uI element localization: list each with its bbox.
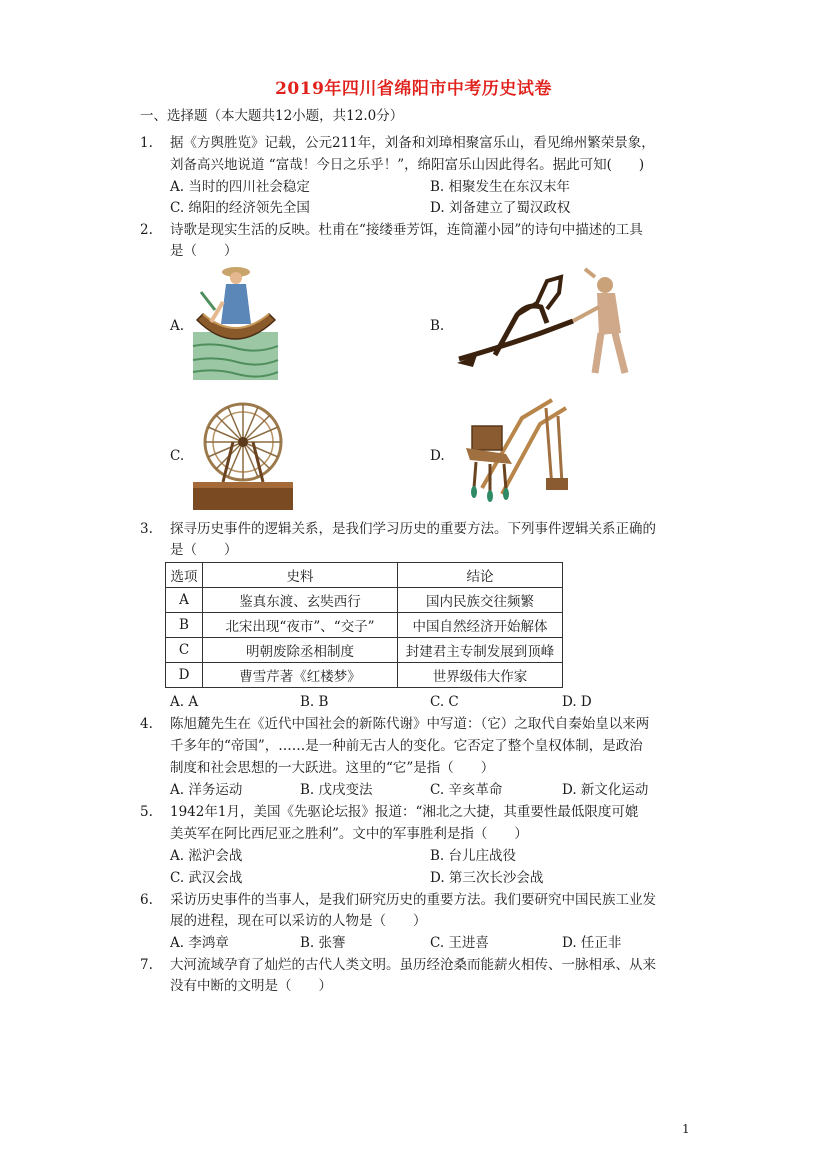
question-text: 采访历史事件的当事人，是我们研究历史的重要方法。我们要研究中国民族工业发 — [170, 892, 656, 908]
option-c[interactable]: C. 辛亥革命 — [430, 782, 503, 798]
option-b[interactable]: B. 台儿庄战役 — [430, 848, 517, 864]
table-cell: A — [166, 588, 203, 613]
question-text: 制度和社会思想的一大跃进。这里的“它”是指（ ） — [170, 760, 495, 776]
option-c[interactable]: C. — [170, 448, 185, 464]
option-a[interactable]: A. 李鸿章 — [170, 935, 229, 951]
table-cell: B — [166, 613, 203, 638]
question-number: 6. — [140, 892, 153, 908]
option-b[interactable]: B. 戊戌变法 — [300, 782, 373, 798]
water-wheel-illustration — [193, 400, 293, 510]
question-text: 是（ ） — [170, 243, 238, 259]
option-a[interactable]: A. 淞沪会战 — [170, 848, 243, 864]
question-number: 4. — [140, 716, 153, 732]
table-cell: 鉴真东渡、玄奘西行 — [203, 588, 398, 613]
table-row — [166, 613, 563, 638]
option-b[interactable]: B. 张謇 — [300, 935, 346, 951]
option-a[interactable]: A. — [170, 318, 185, 334]
option-d[interactable]: D. 第三次长沙会战 — [430, 870, 544, 886]
question-number: 2. — [140, 222, 153, 238]
table-row — [166, 638, 563, 663]
question-text: 没有中断的文明是（ ） — [170, 978, 332, 994]
table-cell: 明朝废除丞相制度 — [203, 638, 398, 663]
question-text: 诗歌是现实生活的反映。杜甫在“接缕垂芳饵，连筒灌小园”的诗句中描述的工具 — [170, 222, 643, 238]
question-text: 刘备高兴地说道 “富哉！今日之乐乎！”，绵阳富乐山因此得名。据此可知( ) — [170, 157, 645, 173]
option-d[interactable]: D. 任正非 — [562, 935, 622, 951]
table-cell: D — [166, 663, 203, 688]
table-cell: C — [166, 638, 203, 663]
option-d[interactable]: D. 新文化运动 — [562, 782, 649, 798]
table-header: 选项 — [166, 563, 203, 588]
section-heading: 一、选择题（本大题共12小题，共12.0分） — [140, 108, 404, 124]
question-text: 千多年的“帝国”，……是一种前无古人的变化。它否定了整个皇权体制，是政治 — [170, 738, 643, 754]
table-cell: 世界级伟大作家 — [398, 663, 563, 688]
option-c[interactable]: C. 王进喜 — [430, 935, 489, 951]
table-row — [166, 663, 563, 688]
question-text: 1942年1月，美国《先驱论坛报》报道：“湘北之大捷，其重要性最低限度可媲 — [170, 804, 639, 820]
option-a[interactable]: A. A — [170, 694, 199, 710]
page-title: 2019年四川省绵阳市中考历史试卷 — [275, 79, 552, 99]
question-text: 是（ ） — [170, 542, 238, 558]
table-header-row — [166, 563, 563, 588]
question-number: 7. — [140, 957, 153, 973]
option-b[interactable]: B. 相聚发生在东汉末年 — [430, 179, 571, 195]
question-text: 探寻历史事件的逻辑关系，是我们学习历史的重要方法。下列事件逻辑关系正确的 — [170, 521, 656, 537]
question-number: 5. — [140, 804, 153, 820]
table-cell: 封建君主专制发展到顶峰 — [398, 638, 563, 663]
question-text: 陈旭麓先生在《近代中国社会的新陈代谢》中写道：（它）之取代自秦始皇以来两 — [170, 716, 650, 732]
table-cell: 北宋出现“夜市”、“交子” — [203, 613, 398, 638]
table-cell: 曹雪芹著《红楼梦》 — [203, 663, 398, 688]
page-number: 1 — [682, 1122, 690, 1136]
option-d[interactable]: D. 刘备建立了蜀汉政权 — [430, 200, 571, 216]
table-header: 结论 — [398, 563, 563, 588]
option-a[interactable]: A. 当时的四川社会稳定 — [170, 179, 310, 195]
option-d[interactable]: D. D — [562, 694, 592, 710]
option-d[interactable]: D. — [430, 448, 445, 464]
question-number: 3. — [140, 521, 153, 537]
question-text: 据《方舆胜览》记载，公元211年，刘备和刘璋相聚富乐山，看见绵州繁荣景象， — [170, 135, 655, 151]
question-text: 美英军在阿比西尼亚之胜利”。文中的军事胜利是指（ ） — [170, 826, 528, 842]
basin-boat-illustration — [193, 262, 278, 380]
table-row — [166, 588, 563, 613]
option-b[interactable]: B. — [430, 318, 445, 334]
option-c[interactable]: C. 绵阳的经济领先全国 — [170, 200, 310, 216]
question-text: 大河流域孕育了灿烂的古代人类文明。虽历经沧桑而能薪火相传、一脉相承、从来 — [170, 957, 656, 973]
table-cell: 国内民族交往频繁 — [398, 588, 563, 613]
option-a[interactable]: A. 洋务运动 — [170, 782, 243, 798]
seed-drill-illustration — [462, 398, 572, 510]
question-number: 1. — [140, 135, 153, 151]
option-b[interactable]: B. B — [300, 694, 329, 710]
table-header: 史料 — [203, 563, 398, 588]
option-c[interactable]: C. 武汉会战 — [170, 870, 243, 886]
plough-illustration — [455, 263, 640, 378]
table-cell: 中国自然经济开始解体 — [398, 613, 563, 638]
history-table — [165, 562, 563, 688]
question-text: 展的进程，现在可以采访的人物是（ ） — [170, 913, 427, 929]
option-c[interactable]: C. C — [430, 694, 459, 710]
